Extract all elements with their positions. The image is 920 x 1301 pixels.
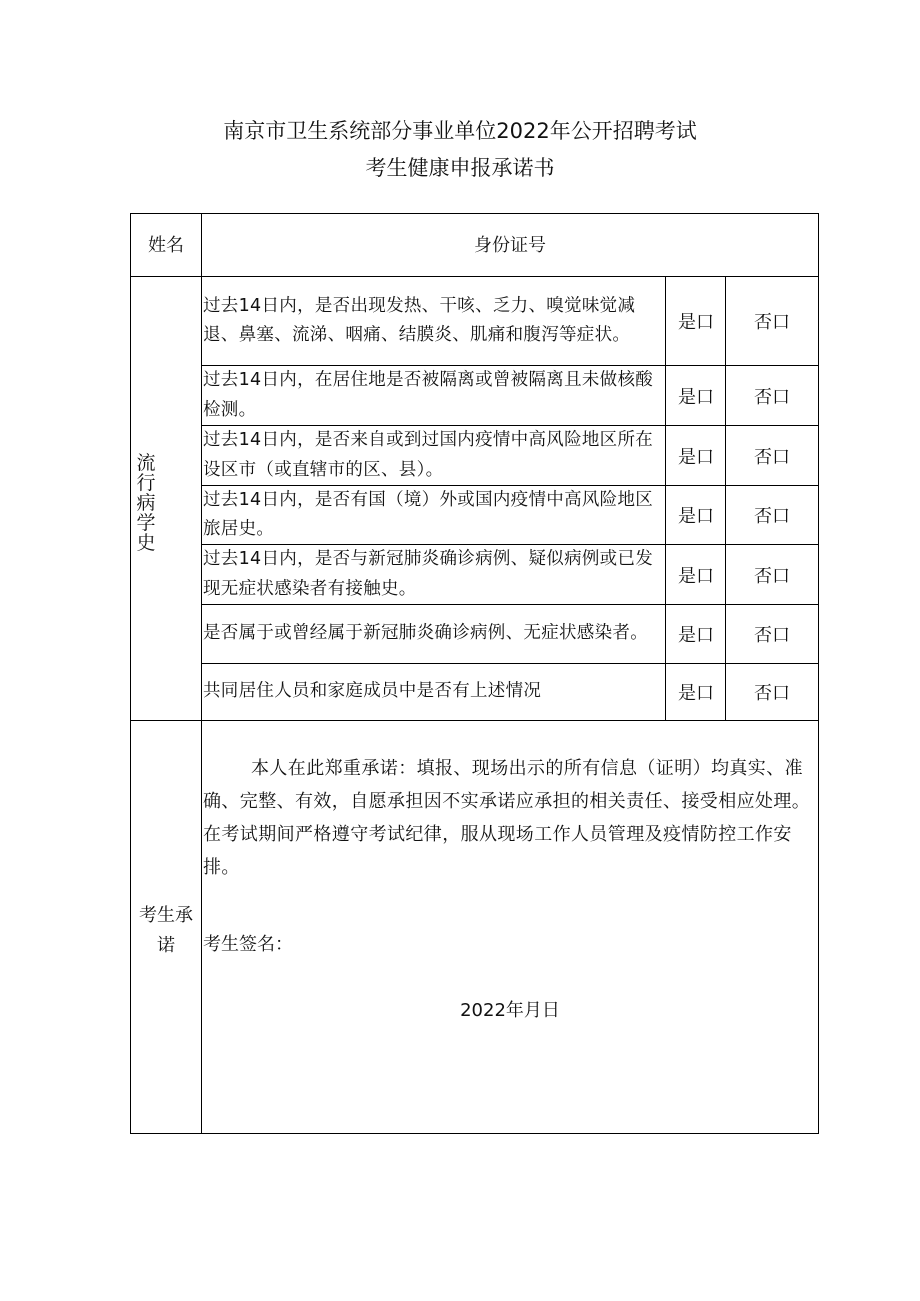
question-quarantine: 过去14日内，在居住地是否被隔离或曾被隔离且未做核酸检测。 <box>203 370 654 420</box>
name-label: 姓名 <box>148 234 184 256</box>
table-rule <box>201 213 202 1134</box>
yes-checkbox[interactable]: 是口 <box>678 565 714 587</box>
yes-checkbox[interactable]: 是口 <box>678 386 714 408</box>
question-risk-area: 过去14日内，是否来自或到过国内疫情中高风险地区所在设区市（或直辖市的区、县）。 <box>203 430 654 480</box>
question-symptoms: 过去14日内，是否出现发热、干咳、乏力、嗅觉味觉减退、鼻塞、流涕、咽痛、结膜炎、肌痛和腹泻等症状。 <box>203 295 636 345</box>
yes-checkbox[interactable]: 是口 <box>678 446 714 468</box>
document-subtitle: 考生健康申报承诺书 <box>365 156 555 180</box>
no-checkbox[interactable]: 否口 <box>754 506 790 527</box>
yes-checkbox[interactable]: 是口 <box>678 683 714 704</box>
question-contact-history: 过去14日内，是否与新冠肺炎确诊病例、疑似病例或已发现无症状感染者有接触史。 <box>203 549 654 599</box>
no-checkbox[interactable]: 否口 <box>754 386 790 408</box>
question-travel-history: 过去14日内，是否有国（境）外或国内疫情中高风险地区旅居史。 <box>203 489 654 539</box>
no-checkbox[interactable]: 否口 <box>754 625 790 646</box>
signature-label[interactable]: 考生签名： <box>203 934 293 955</box>
no-checkbox[interactable]: 否口 <box>754 565 790 587</box>
yes-checkbox[interactable]: 是口 <box>678 506 714 527</box>
id-number-label: 身份证号 <box>474 234 546 256</box>
epidemiology-history-label: 流行病学史 <box>136 452 156 554</box>
document-title: 南京市卫生系统部分事业单位2022年公开招聘考试 <box>223 119 697 143</box>
yes-checkbox[interactable]: 是口 <box>678 312 714 333</box>
signature-date[interactable]: 2022年月日 <box>460 1000 560 1021</box>
pledge-text: 本人在此郑重承诺：填报、现场出示的所有信息（证明）均真实、准确、完整、有效，自愿承担因不实承诺应承担的相关责任、接受相应处理。在考试期间严格遵守考试纪律，服从现场工作人员管理及疫情防控工作安排。 <box>203 758 811 878</box>
question-household: 共同居住人员和家庭成员中是否有上述情况 <box>203 681 542 702</box>
no-checkbox[interactable]: 否口 <box>754 446 790 468</box>
no-checkbox[interactable]: 否口 <box>754 312 790 333</box>
no-checkbox[interactable]: 否口 <box>754 683 790 704</box>
question-confirmed-case: 是否属于或曾经属于新冠肺炎确诊病例、无症状感染者。 <box>203 623 648 644</box>
table-rule <box>130 720 819 721</box>
yes-checkbox[interactable]: 是口 <box>678 625 714 646</box>
candidate-pledge-label: 考生承诺 <box>139 905 193 956</box>
